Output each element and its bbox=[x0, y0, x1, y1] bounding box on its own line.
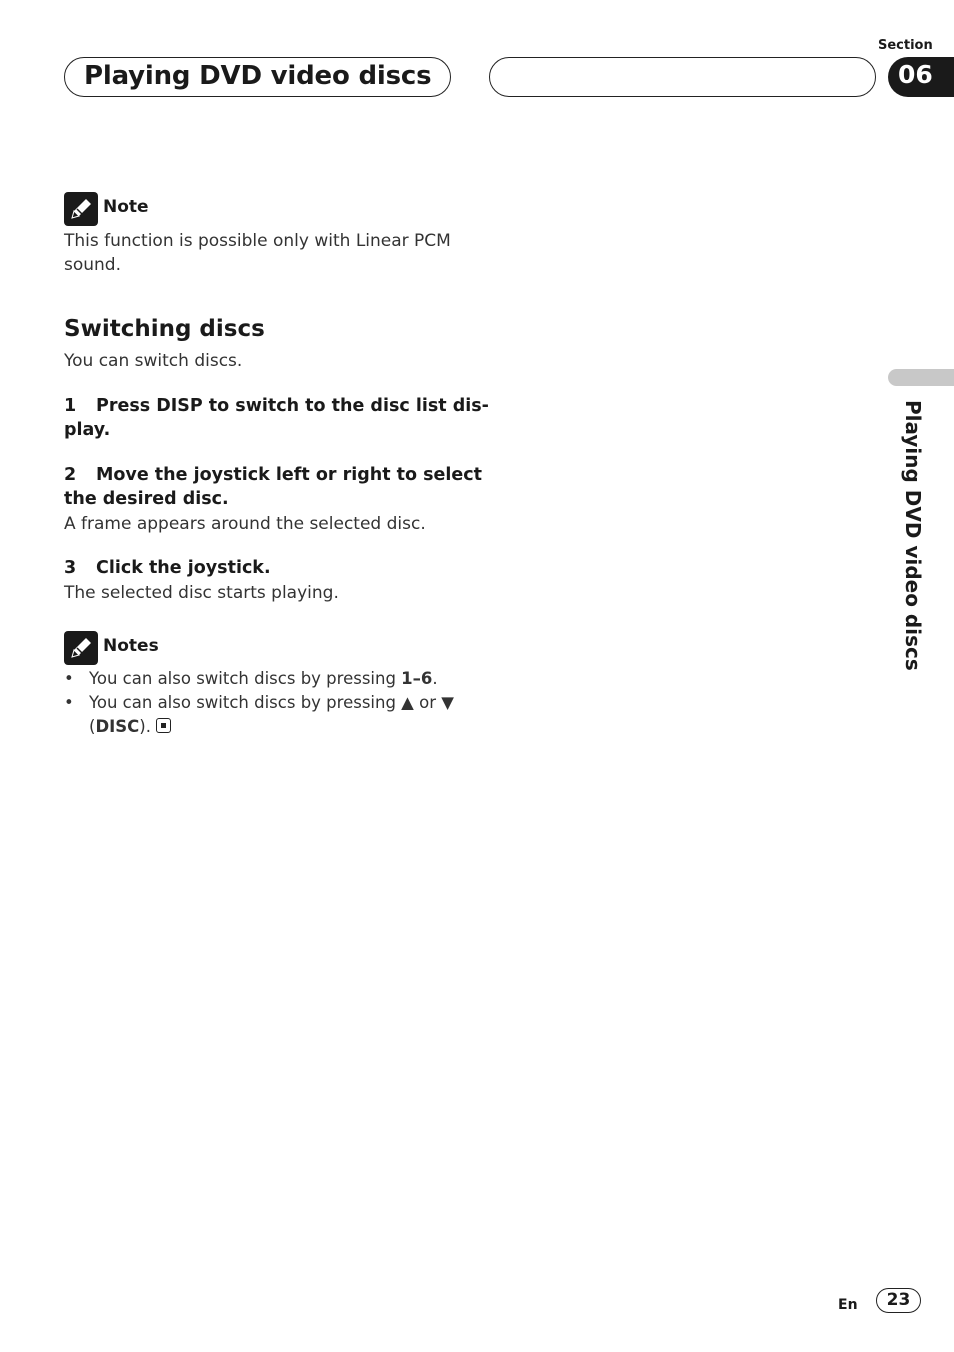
section-number: 06 bbox=[898, 60, 933, 89]
section-number-tab bbox=[888, 57, 954, 97]
page-title-pill bbox=[64, 57, 451, 97]
step-description: The selected disc starts playing. bbox=[64, 583, 339, 603]
step-description: A frame appears around the selected disc. bbox=[64, 514, 426, 534]
step-1 bbox=[64, 394, 489, 442]
note-text-line: This function is possible only with Linear PCM bbox=[64, 231, 451, 251]
step-2 bbox=[64, 463, 482, 511]
side-tab-label: Playing DVD video discs bbox=[901, 400, 925, 671]
header-empty-pill bbox=[489, 57, 876, 97]
stop-icon bbox=[156, 718, 171, 733]
note-pencil-icon bbox=[64, 631, 98, 665]
step-number: 2 bbox=[64, 465, 77, 485]
step-text: play. bbox=[64, 420, 111, 440]
section-heading: Switching discs bbox=[64, 316, 265, 342]
section-label: Section bbox=[878, 38, 933, 53]
step-text: the desired disc. bbox=[64, 489, 229, 509]
note-pencil-icon bbox=[64, 192, 98, 226]
step-3 bbox=[64, 556, 271, 580]
note-text-line: sound. bbox=[64, 255, 122, 275]
page-number: 23 bbox=[886, 1290, 911, 1310]
note-bullet: • You can also switch discs by pressing ▲ or ▼ (DISC). bbox=[64, 693, 454, 736]
step-text: Click the joystick. bbox=[96, 558, 271, 578]
step-text: Move the joystick left or right to select bbox=[96, 465, 483, 485]
bullet-dot: • bbox=[64, 669, 74, 688]
step-text: Press DISP to switch to the disc list dis- bbox=[96, 396, 489, 416]
step-number: 1 bbox=[64, 396, 77, 416]
language-label: En bbox=[838, 1297, 858, 1313]
bullet-dot: • bbox=[64, 693, 74, 712]
step-number: 3 bbox=[64, 558, 77, 578]
page-number-pill bbox=[876, 1288, 921, 1313]
page-title: Playing DVD video discs bbox=[84, 61, 432, 91]
intro-text: You can switch discs. bbox=[64, 351, 243, 371]
side-tab-marker bbox=[888, 369, 954, 386]
notes-heading: Notes bbox=[103, 636, 159, 656]
note-bullet: • You can also switch discs by pressing 1–6. bbox=[89, 667, 438, 691]
note-heading: Note bbox=[103, 197, 149, 217]
